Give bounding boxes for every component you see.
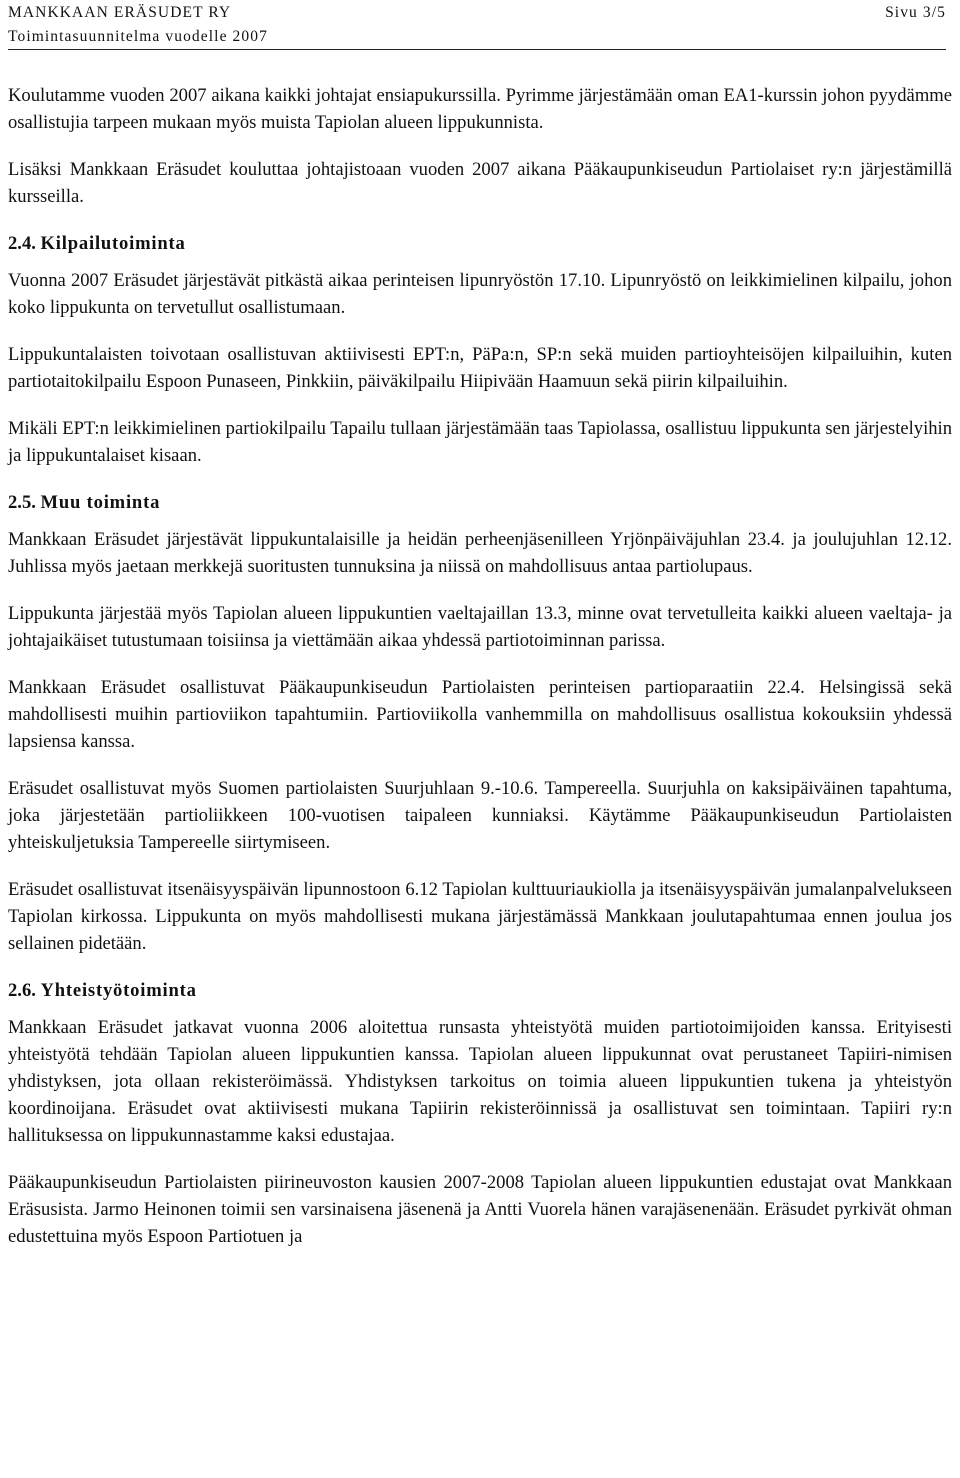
section-title: Yhteistyötoiminta [40,980,197,1001]
page-number: Sivu 3/5 [885,4,946,21]
paragraph: Mankkaan Eräsudet osallistuvat Pääkaupunkiseudun Partiolaisten perinteisen partioparaatiin 22.4. Helsingissä sekä mahdollisesti muihin partioviikon tapahtumiin. Partioviikolla vanhemmilla on mahdollisuus osallistua kokouksiin yhdessä lapsiensa kanssa. [8,677,952,752]
intro-paragraph-1: Koulutamme vuoden 2007 aikana kaikki johtajat ensiapukurssilla. Pyrimme järjestämään oman EA1-kurssin johon pyydämme osallistujia tarpeen mukaan myös muista Tapiolan alueen lippukunnista. [8,85,952,133]
section-heading-2-4 [8,230,952,257]
document-body [8,82,952,1270]
section-number: 2.4. [8,233,36,254]
section-heading-2-5 [8,489,952,516]
paragraph: Pääkaupunkiseudun Partiolaisten piirineuvoston kausien 2007-2008 Tapiolan alueen lippukuntien edustajat ovat Mankkaan Eräsusista. Jarmo Heinonen toimii sen varsinaisena jäsenenä ja Antti Vuorela hänen varajäsenenään. Eräsudet pyrkivät ohman edustettuina myös Espoon Partiotuen ja [8,1172,952,1247]
header-organization: MANKKAAN ERÄSUDET RY [8,4,232,21]
paragraph: Mikäli EPT:n leikkimielinen partiokilpailu Tapailu tullaan järjestämään taas Tapiolassa, osallistuu lippukunta sen järjestelyihin ja lippukuntalaiset kisaan. [8,418,952,466]
paragraph: Mankkaan Eräsudet jatkavat vuonna 2006 aloitettua runsasta yhteistyötä muiden partiotoimijoiden kanssa. Erityisesti yhteistyötä tehdään Tapiolan alueen lippukuntien kanssa. Tapiolan alueen lippukunnat ovat perustaneet Tapiiri-nimisen yhdistyksen, jota ollaan rekisteröimässä. Yhdistyksen tarkoitus on toimia alueen lippukuntien tukena ja yhteistyön koordinoijana. Eräsudet ovat aktiivisesti mukana Tapiirin rekisteröinnissä ja osallistuvat sen toimintaan. Tapiiri ry:n hallituksessa on lippukunnastamme kaksi edustajaa. [8,1017,952,1146]
intro-paragraph-2: Lisäksi Mankkaan Eräsudet kouluttaa johtajistoaan vuoden 2007 aikana Pääkaupunkiseudun Partiolaiset ry:n järjestämillä kursseilla. [8,159,952,207]
paragraph: Eräsudet osallistuvat itsenäisyyspäivän lipunnostoon 6.12 Tapiolan kulttuuriaukiolla ja itsenäisyyspäivän jumalanpalvelukseen Tapiolan kirkossa. Lippukunta on myös mahdollisesti mukana järjestämässä Mankkaan joulutapahtumaa ennen joulua jos sellainen pidetään. [8,879,952,954]
paragraph: Lippukuntalaisten toivotaan osallistuvan aktiivisesti EPT:n, PäPa:n, SP:n sekä muiden partioyhteisöjen kilpailuihin, kuten partiotaitokilpailu Espoon Punaseen, Pinkkiin, päiväkilpailu Hiipivään Haamuun sekä piirin kilpailuihin. [8,344,952,392]
paragraph: Lippukunta järjestää myös Tapiolan alueen lippukuntien vaeltajaillan 13.3, minne ovat tervetulleita kaikki alueen vaeltaja- ja johtajaikäiset tutustumaan toisiinsa ja viettämään aikaa yhdessä partiotoiminnan parissa. [8,603,952,651]
header-subtitle: Toimintasuunnitelma vuodelle 2007 [8,28,268,45]
section-title: Muu toiminta [40,492,161,513]
section-number: 2.6. [8,980,36,1001]
paragraph: Mankkaan Eräsudet järjestävät lippukuntalaisille ja heidän perheenjäsenilleen Yrjönpäiväjuhlan 23.4. ja joulujuhlan 12.12. Juhlissa myös jaetaan merkkejä suoritusten tunnuksina ja niissä on mahdollisuus antaa partiolupaus. [8,529,952,577]
paragraph: Eräsudet osallistuvat myös Suomen partiolaisten Suurjuhlaan 9.-10.6. Tampereella. Suurjuhla on kaksipäiväinen tapahtuma, joka järjestetään partioliikkeen 100-vuotisen taipaleen kunniaksi. Käytämme Pääkaupunkiseudun Partiolaisten yhteiskuljetuksia Tampereelle siirtymiseen. [8,778,952,853]
header-divider [8,49,946,50]
paragraph: Vuonna 2007 Eräsudet järjestävät pitkästä aikaa perinteisen lipunryöstön 17.10. Lipunryöstö on leikkimielinen kilpailu, johon koko lippukunta on tervetullut osallistumaan. [8,270,952,318]
section-heading-2-6 [8,977,952,1004]
page-header [8,0,946,52]
section-title: Kilpailutoiminta [40,233,186,254]
section-number: 2.5. [8,492,36,513]
